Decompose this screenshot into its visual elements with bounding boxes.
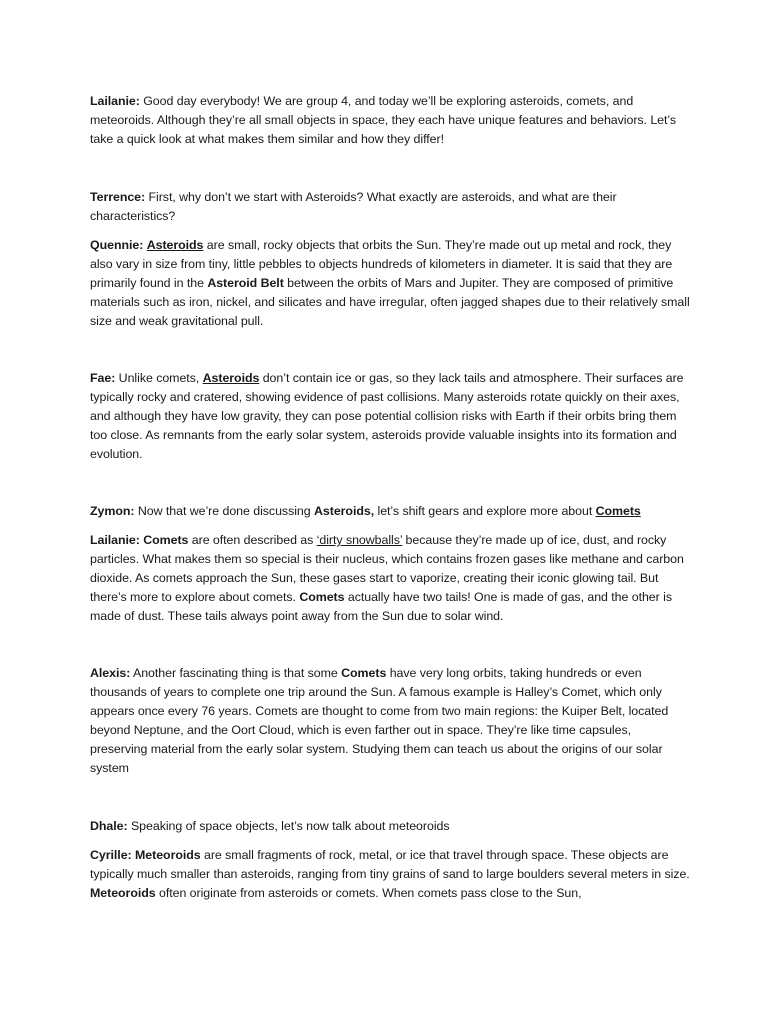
dialogue-text: First, why don’t we start with Asteroids? What exactly are asteroids, and what are their characteristics? [90, 190, 617, 223]
speaker-name: Zymon: [90, 504, 135, 518]
dialogue-paragraph [90, 846, 690, 903]
emphasized-term: Comets [341, 666, 387, 680]
dialogue-text: Good day everybody! We are group 4, and today we’ll be exploring asteroids, comets, and meteoroids. Although they’re all small objects in space, they each have unique features and behaviors. Let’s take a quick look at what makes them similar and how they differ! [90, 94, 677, 146]
dialogue-text: let’s shift gears and explore more about [374, 504, 596, 518]
emphasized-term: Meteoroids [90, 886, 156, 900]
dialogue-paragraph [90, 817, 690, 836]
dialogue-text: Speaking of space objects, let’s now talk about meteoroids [127, 819, 450, 833]
dialogue-text: Now that we’re done discussing [134, 504, 314, 518]
dialogue-text: are small, rocky objects that orbits the Sun. They’re made out up metal and rock, they also vary in size from tiny, little pebbles to objects hundreds of kilometers in diameter. It is said that they are primarily found in the [90, 238, 673, 290]
dialogue-paragraph [90, 664, 690, 778]
dialogue-text: because they’re made up of ice, dust, and rocky particles. What makes them so special is their nucleus, which contains frozen gases like methane and carbon dioxide. As comets approach the Sun, these gases start to vaporize, creating their iconic glowing tail. But there’s more to explore about comets. [90, 533, 684, 604]
dialogue-text: between the orbits of Mars and Jupiter. They are composed of primitive materials such as iron, nickel, and silicates and have irregular, often jagged shapes due to their relatively small size and weak gravitational pull. [90, 276, 690, 328]
speaker-name: Alexis: [90, 666, 131, 680]
dialogue-text: have very long orbits, taking hundreds or even thousands of years to complete one trip around the Sun. A famous example is Halley’s Comet, which only appears once every 76 years. Comets are thought to come from two main regions: the Kuiper Belt, located beyond Neptune, and the Oort Cloud, which is even farther out in space. They’re like time capsules, preserving material from the early solar system. Studying them can teach us about the origins of our solar system [90, 666, 669, 775]
emphasized-term: Asteroids, [314, 504, 375, 518]
dialogue-text: don’t contain ice or gas, so they lack tails and atmosphere. Their surfaces are typically rocky and cratered, showing evidence of past collisions. Many asteroids rotate quickly on their axes, and although they have low gravity, they can pose potential collision risks with Earth if their orbits bring them too close. As remnants from the early solar system, asteroids provide valuable insights into its formation and evolution. [90, 371, 684, 461]
speaker-name: Fae: [90, 371, 116, 385]
dialogue-text: Unlike comets, [115, 371, 203, 385]
dialogue-text: actually have two tails! One is made of gas, and the other is made of dust. These tails always point away from the Sun due to solar wind. [90, 590, 672, 623]
speaker-name: Quennie: [90, 238, 144, 252]
emphasized-term: Meteoroids [135, 848, 201, 862]
emphasized-term: Comets [143, 533, 189, 547]
dialogue-paragraph [90, 502, 690, 521]
dialogue-paragraph [90, 188, 690, 226]
speaker-name: Cyrille: [90, 848, 132, 862]
dialogue-text: ‘dirty snowballs’ [316, 533, 403, 547]
dialogue-text: often originate from asteroids or comets. When comets pass close to the Sun, [155, 886, 582, 900]
dialogue-text: Another fascinating thing is that some [130, 666, 342, 680]
emphasized-term: Comets [595, 504, 641, 518]
emphasized-term: Asteroids [146, 238, 204, 252]
speaker-name: Terrence: [90, 190, 146, 204]
emphasized-term: Comets [299, 590, 345, 604]
dialogue-paragraph [90, 236, 690, 331]
speaker-name: Lailanie: [90, 94, 140, 108]
dialogue-paragraph [90, 369, 690, 464]
speaker-name: Lailanie: [90, 533, 140, 547]
dialogue-text: are small fragments of rock, metal, or ice that travel through space. These objects are typically much smaller than asteroids, ranging from tiny grains of sand to large boulders several meters in size. [90, 848, 690, 881]
emphasized-term: Asteroid Belt [207, 276, 284, 290]
emphasized-term: Asteroids [202, 371, 260, 385]
speaker-name: Dhale: [90, 819, 128, 833]
dialogue-text: are often described as [188, 533, 317, 547]
dialogue-paragraph [90, 92, 690, 149]
dialogue-paragraph [90, 531, 690, 626]
